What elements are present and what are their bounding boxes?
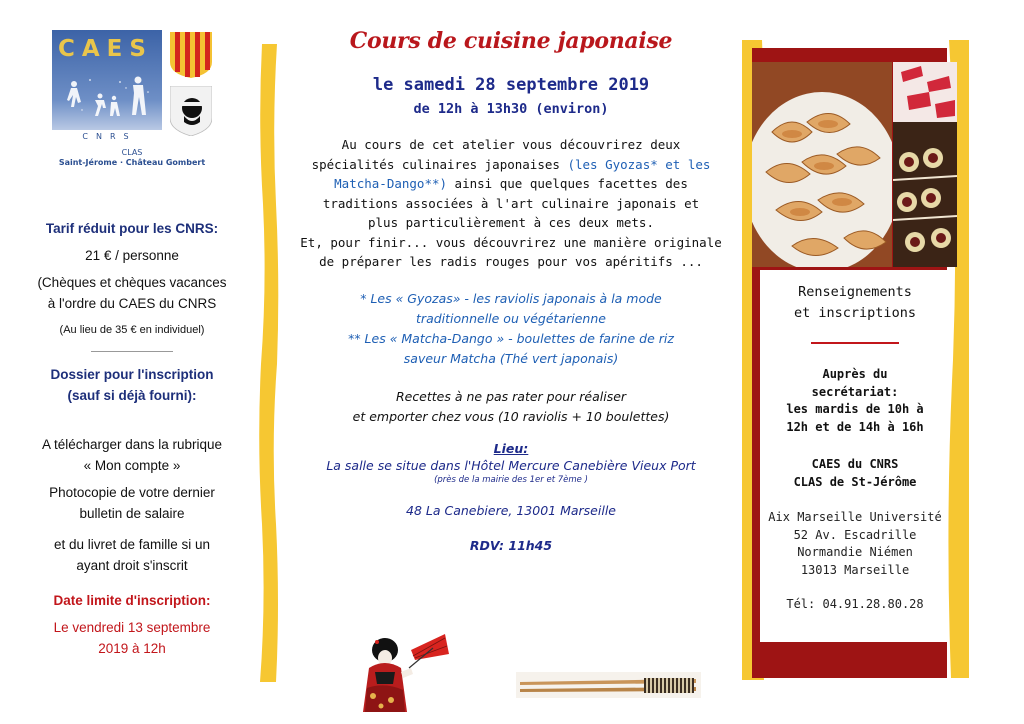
dossier-item-3-line-2: ayant droit s'inscrit	[76, 558, 188, 573]
logo-blue-block	[52, 30, 162, 130]
dossier-item-3-line-1: et du livret de famille si un	[53, 537, 211, 552]
info-title-line-1: Renseignements	[798, 284, 912, 300]
info-title-line-2: et inscriptions	[794, 305, 916, 321]
radish-and-dango-photo	[893, 62, 957, 267]
recipes-line: Recettes à ne pas rater pour réaliser	[395, 388, 627, 404]
info-org-line-2: CLAS de St-Jérôme	[793, 474, 917, 489]
tarif-cheques-line-2: à l'ordre du CAES du CNRS	[47, 296, 217, 311]
logo-clas-text	[52, 148, 212, 168]
desc-highlight: (les Gyozas* et les	[567, 156, 711, 172]
desc-line: traditions associées à l'art culinaire japonais et	[322, 195, 700, 211]
info-phone: Tél: 04.91.28.80.28	[786, 597, 924, 611]
info-org	[766, 456, 944, 491]
tarif-cheques-line-1: (Chèques et chèques vacances	[37, 275, 227, 290]
recipes-line: et emporter chez vous (10 raviolis + 10 boulettes)	[352, 408, 670, 424]
spec-line: ** Les « Matcha-Dango » - boulettes de farine de riz	[348, 330, 674, 346]
info-divider	[811, 342, 899, 344]
dossier-item-1-line-1: A télécharger dans la rubrique	[41, 437, 223, 452]
info-address-line: 13013 Marseille	[800, 562, 910, 577]
dossier-item-2	[26, 482, 238, 524]
info-address	[766, 509, 944, 579]
caes-cnrs-logo	[52, 30, 217, 175]
dossier-item-2-line-1: Photocopie de votre dernier	[49, 485, 215, 500]
tarif-heading: Tarif réduit pour les CNRS:	[45, 221, 219, 236]
info-content	[766, 282, 944, 611]
spec-line: * Les « Gyozas» - les raviolis japonais à la mode	[360, 290, 662, 306]
dossier-item-1	[26, 434, 238, 476]
corsica-flag-icon	[170, 86, 212, 136]
info-address-line: Aix Marseille Université	[768, 510, 942, 524]
tarif-price: 21 € / personne	[85, 248, 179, 263]
desc-text: ainsi que quelques facettes des	[447, 176, 688, 191]
info-hours-line: 12h et de 14h à 16h	[786, 419, 924, 434]
geisha-illustration	[345, 628, 463, 712]
desc-highlight: Matcha-Dango**)	[334, 176, 448, 191]
desc-line	[285, 174, 737, 194]
info-hours-line: secrétariat:	[811, 384, 899, 399]
desc-line: plus particulièrement à ces deux mets.	[368, 215, 654, 230]
spec-line: saveur Matcha (Thé vert japonais)	[403, 350, 619, 366]
left-column	[26, 218, 238, 659]
provence-flag-icon	[170, 32, 212, 78]
dossier-heading-1: Dossier pour l'inscription	[50, 367, 214, 382]
spec-line: traditionnelle ou végétarienne	[416, 310, 606, 326]
info-hours-line: Auprès du	[822, 367, 888, 381]
left-divider	[91, 351, 173, 352]
place-label: Lieu:	[493, 440, 529, 456]
logo-clas-label: CLAS	[121, 148, 143, 157]
gyoza-photo	[752, 62, 892, 267]
event-description	[285, 135, 737, 272]
dossier-heading-2: (sauf si déjà fourni):	[67, 388, 197, 403]
dossier-item-3	[26, 534, 238, 576]
tarif-note: (Au lieu de 35 € en individuel)	[59, 324, 205, 336]
place-near-note: (près de la mairie des 1er et 7ème )	[434, 474, 588, 485]
place-description: La salle se situe dans l'Hôtel Mercure Canebière Vieux Port	[326, 457, 696, 473]
chopsticks-illustration	[516, 670, 701, 700]
info-address-line: 52 Av. Escadrille	[793, 527, 917, 542]
info-hours-line: les mardis de 10h à	[786, 402, 924, 416]
recipes-note	[285, 387, 737, 427]
dossier-item-2-line-2: bulletin de salaire	[79, 506, 185, 521]
deadline-date-line-1: Le vendredi 13 septembre	[53, 620, 211, 635]
specialties-notes	[285, 289, 737, 369]
logo-figures-icon	[60, 74, 156, 126]
rdv-time: RDV: 11h45	[469, 537, 553, 553]
deadline-date-line-2: 2019 à 12h	[98, 641, 166, 656]
event-hours: de 12h à 13h30 (environ)	[413, 101, 609, 117]
event-address: 48 La Canebiere, 13001 Marseille	[406, 502, 616, 518]
info-org-line-1: CAES du CNRS	[811, 457, 899, 471]
desc-line	[285, 155, 737, 175]
logo-site-label: Saint-Jérome · Château Gombert	[58, 158, 206, 167]
info-address-line: Normandie Niémen	[797, 545, 913, 559]
event-date: le samedi 28 septembre 2019	[372, 75, 650, 95]
yellow-wave-bar-left	[258, 44, 280, 682]
desc-text: spécialités culinaires japonaises	[311, 156, 568, 172]
desc-line: Et, pour finir... vous découvrirez une manière originale	[300, 234, 722, 250]
desc-line: de préparer les radis rouges pour vos apéritifs ...	[319, 254, 703, 269]
logo-cnrs-text: CNRS	[82, 132, 137, 141]
logo-caes-text: CAES	[58, 36, 153, 62]
desc-line: Au cours de cet atelier vous découvrirez deux	[341, 137, 681, 152]
dossier-item-1-line-2: « Mon compte »	[83, 458, 181, 473]
center-column	[285, 28, 737, 553]
deadline-heading: Date limite d'inscription:	[53, 593, 211, 608]
page-title: Cours de cuisine japonaise	[349, 28, 673, 54]
